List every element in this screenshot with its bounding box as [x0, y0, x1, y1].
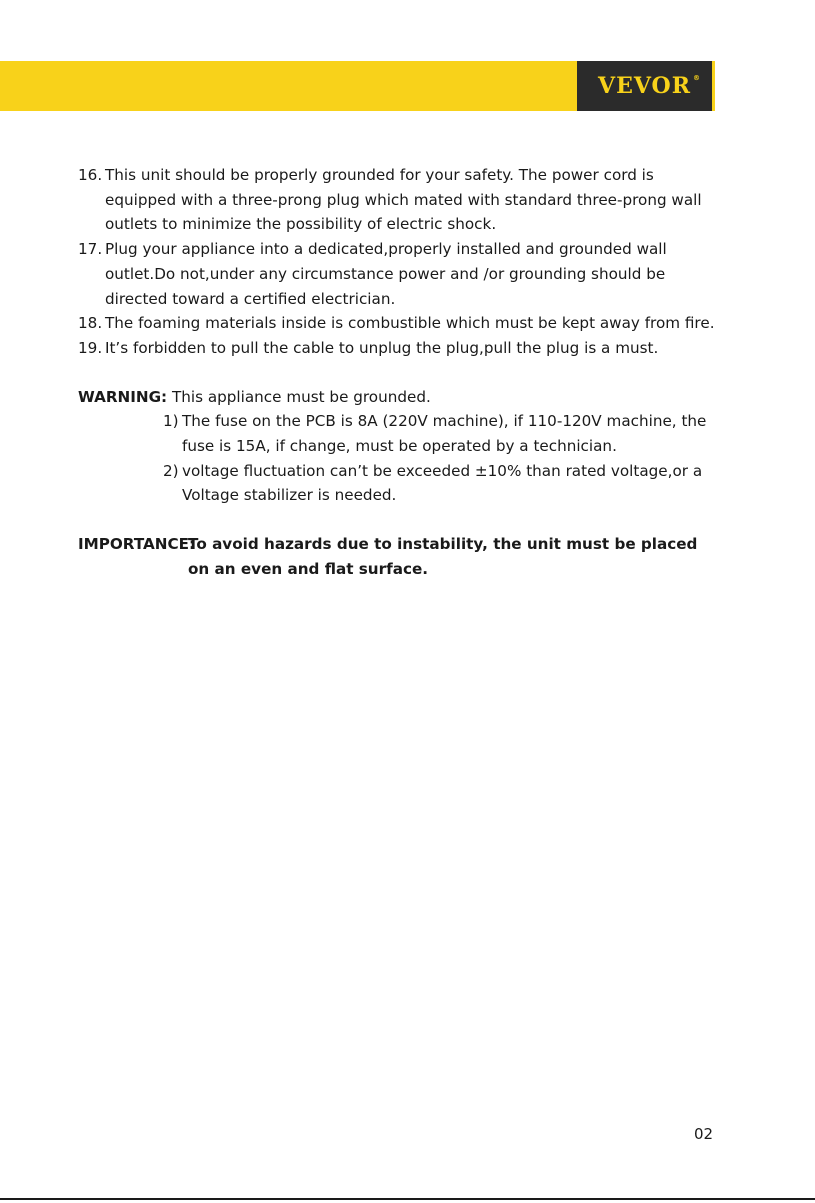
warning-heading	[78, 385, 723, 410]
safety-list	[78, 163, 723, 361]
bottom-divider	[0, 1198, 815, 1200]
brand-logo-box	[577, 61, 712, 111]
importance-text: To avoid hazards due to instability, the unit must be placed on an even and flat surface.	[188, 535, 698, 578]
warning-item	[163, 409, 723, 458]
warning-item	[163, 459, 723, 508]
vevor-logo: VEVOR ®	[598, 73, 701, 99]
item-number: 16.	[78, 166, 103, 184]
list-item	[78, 163, 723, 237]
document-body	[78, 163, 723, 582]
item-number: 19.	[78, 338, 103, 357]
registered-mark: ®	[692, 74, 701, 82]
item-text: It’s forbidden to pull the cable to unplug the plug,pull the plug is a must.	[105, 338, 659, 357]
warning-item-text: voltage fluctuation can’t be exceeded ±10% than rated voltage,or a Voltage stabilizer is needed.	[182, 461, 703, 505]
importance-section	[78, 532, 723, 581]
warning-item-number: 1)	[163, 412, 179, 431]
item-text: This unit should be properly grounded for your safety. The power cord is equipped with a three-prong plug which mated with standard three-prong wall outlets to minimize the possibility of electric shock.	[105, 166, 702, 234]
page-number: 02	[694, 1125, 714, 1143]
item-number: 18.	[78, 314, 103, 333]
list-item	[78, 311, 723, 336]
item-text: The foaming materials inside is combustible which must be kept away from fire.	[105, 314, 715, 333]
warning-label: WARNING:	[78, 387, 168, 406]
item-text: Plug your appliance into a dedicated,properly installed and grounded wall outlet.Do not,under any circumstance power and /or grounding should be directed toward a certified electrician.	[105, 240, 667, 308]
item-number: 17.	[78, 240, 103, 259]
importance-label: IMPORTANCE:	[78, 535, 196, 554]
warning-list	[163, 409, 723, 508]
warning-item-text: The fuse on the PCB is 8A (220V machine), if 110-120V machine, the fuse is 15A, if change, must be operated by a technician.	[182, 412, 707, 456]
list-item	[78, 237, 723, 311]
warning-text: This appliance must be grounded.	[171, 387, 431, 406]
warning-section	[78, 385, 723, 509]
warning-item-number: 2)	[163, 461, 179, 480]
list-item	[78, 336, 723, 361]
